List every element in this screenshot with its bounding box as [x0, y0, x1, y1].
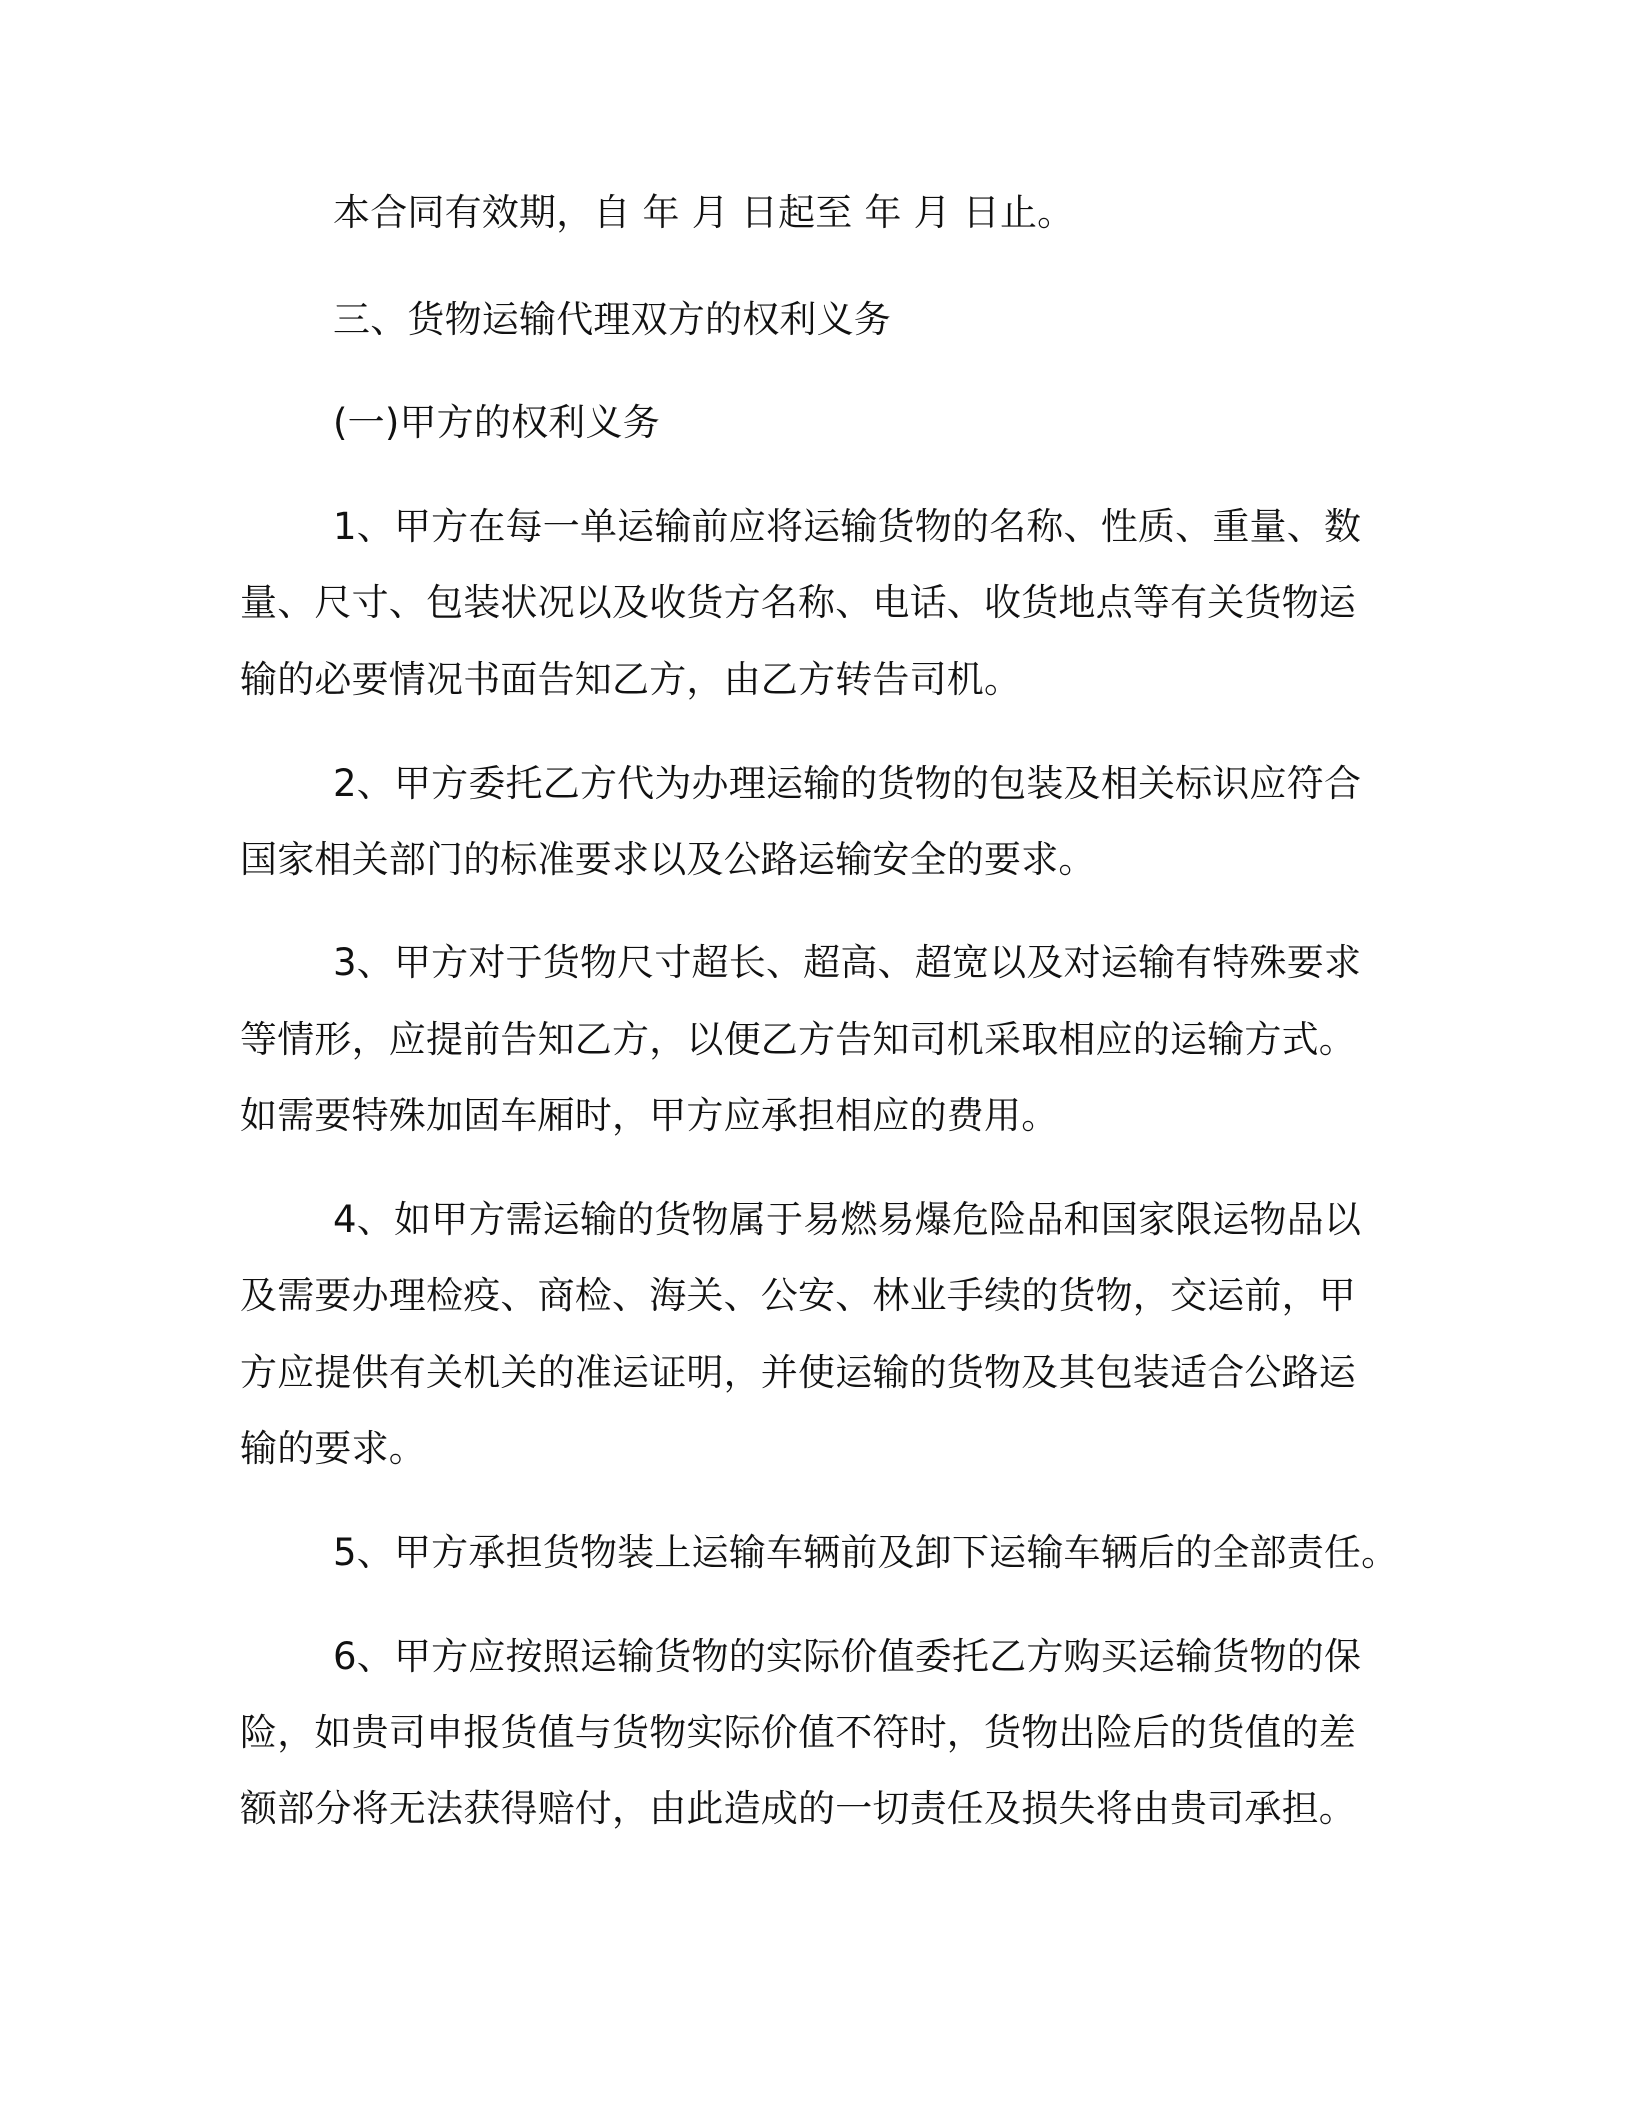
paragraph-validity: 本合同有效期，自 年 月 日起至 年 月 日止。	[333, 191, 1075, 234]
paragraph-line: 及需要办理检疫、商检、海关、公安、林业手续的货物，交运前，甲	[240, 1274, 1356, 1317]
paragraph-line: 输的要求。	[240, 1427, 426, 1470]
paragraph-line: 如需要特殊加固车厢时，甲方应承担相应的费用。	[240, 1094, 1059, 1137]
paragraph-line: 量、尺寸、包装状况以及收货方名称、电话、收货地点等有关货物运	[240, 581, 1356, 624]
paragraph-line: 2、甲方委托乙方代为办理运输的货物的包装及相关标识应符合	[333, 762, 1362, 805]
paragraph-line: 额部分将无法获得赔付，由此造成的一切责任及损失将由贵司承担。	[240, 1787, 1356, 1830]
section-heading: 三、货物运输代理双方的权利义务	[333, 298, 891, 341]
paragraph-line: 输的必要情况书面告知乙方，由乙方转告司机。	[240, 658, 1022, 701]
paragraph-line: 6、甲方应按照运输货物的实际价值委托乙方购买运输货物的保	[333, 1635, 1362, 1678]
paragraph-line: 3、甲方对于货物尺寸超长、超高、超宽以及对运输有特殊要求	[333, 941, 1362, 984]
paragraph-line: 5、甲方承担货物装上运输车辆前及卸下运输车辆后的全部责任。	[333, 1531, 1399, 1574]
paragraph-line: 4、如甲方需运输的货物属于易燃易爆危险品和国家限运物品以	[333, 1198, 1362, 1241]
paragraph-line: 等情形，应提前告知乙方，以便乙方告知司机采取相应的运输方式。	[240, 1018, 1356, 1061]
paragraph-line: 1、甲方在每一单运输前应将运输货物的名称、性质、重量、数	[333, 505, 1362, 548]
paragraph-line: 方应提供有关机关的准运证明，并使运输的货物及其包装适合公路运	[240, 1351, 1356, 1394]
paragraph-line: 险，如贵司申报货值与货物实际价值不符时，货物出险后的货值的差	[240, 1711, 1356, 1754]
subsection-heading: (一)甲方的权利义务	[333, 401, 660, 444]
paragraph-line: 国家相关部门的标准要求以及公路运输安全的要求。	[240, 838, 1096, 881]
